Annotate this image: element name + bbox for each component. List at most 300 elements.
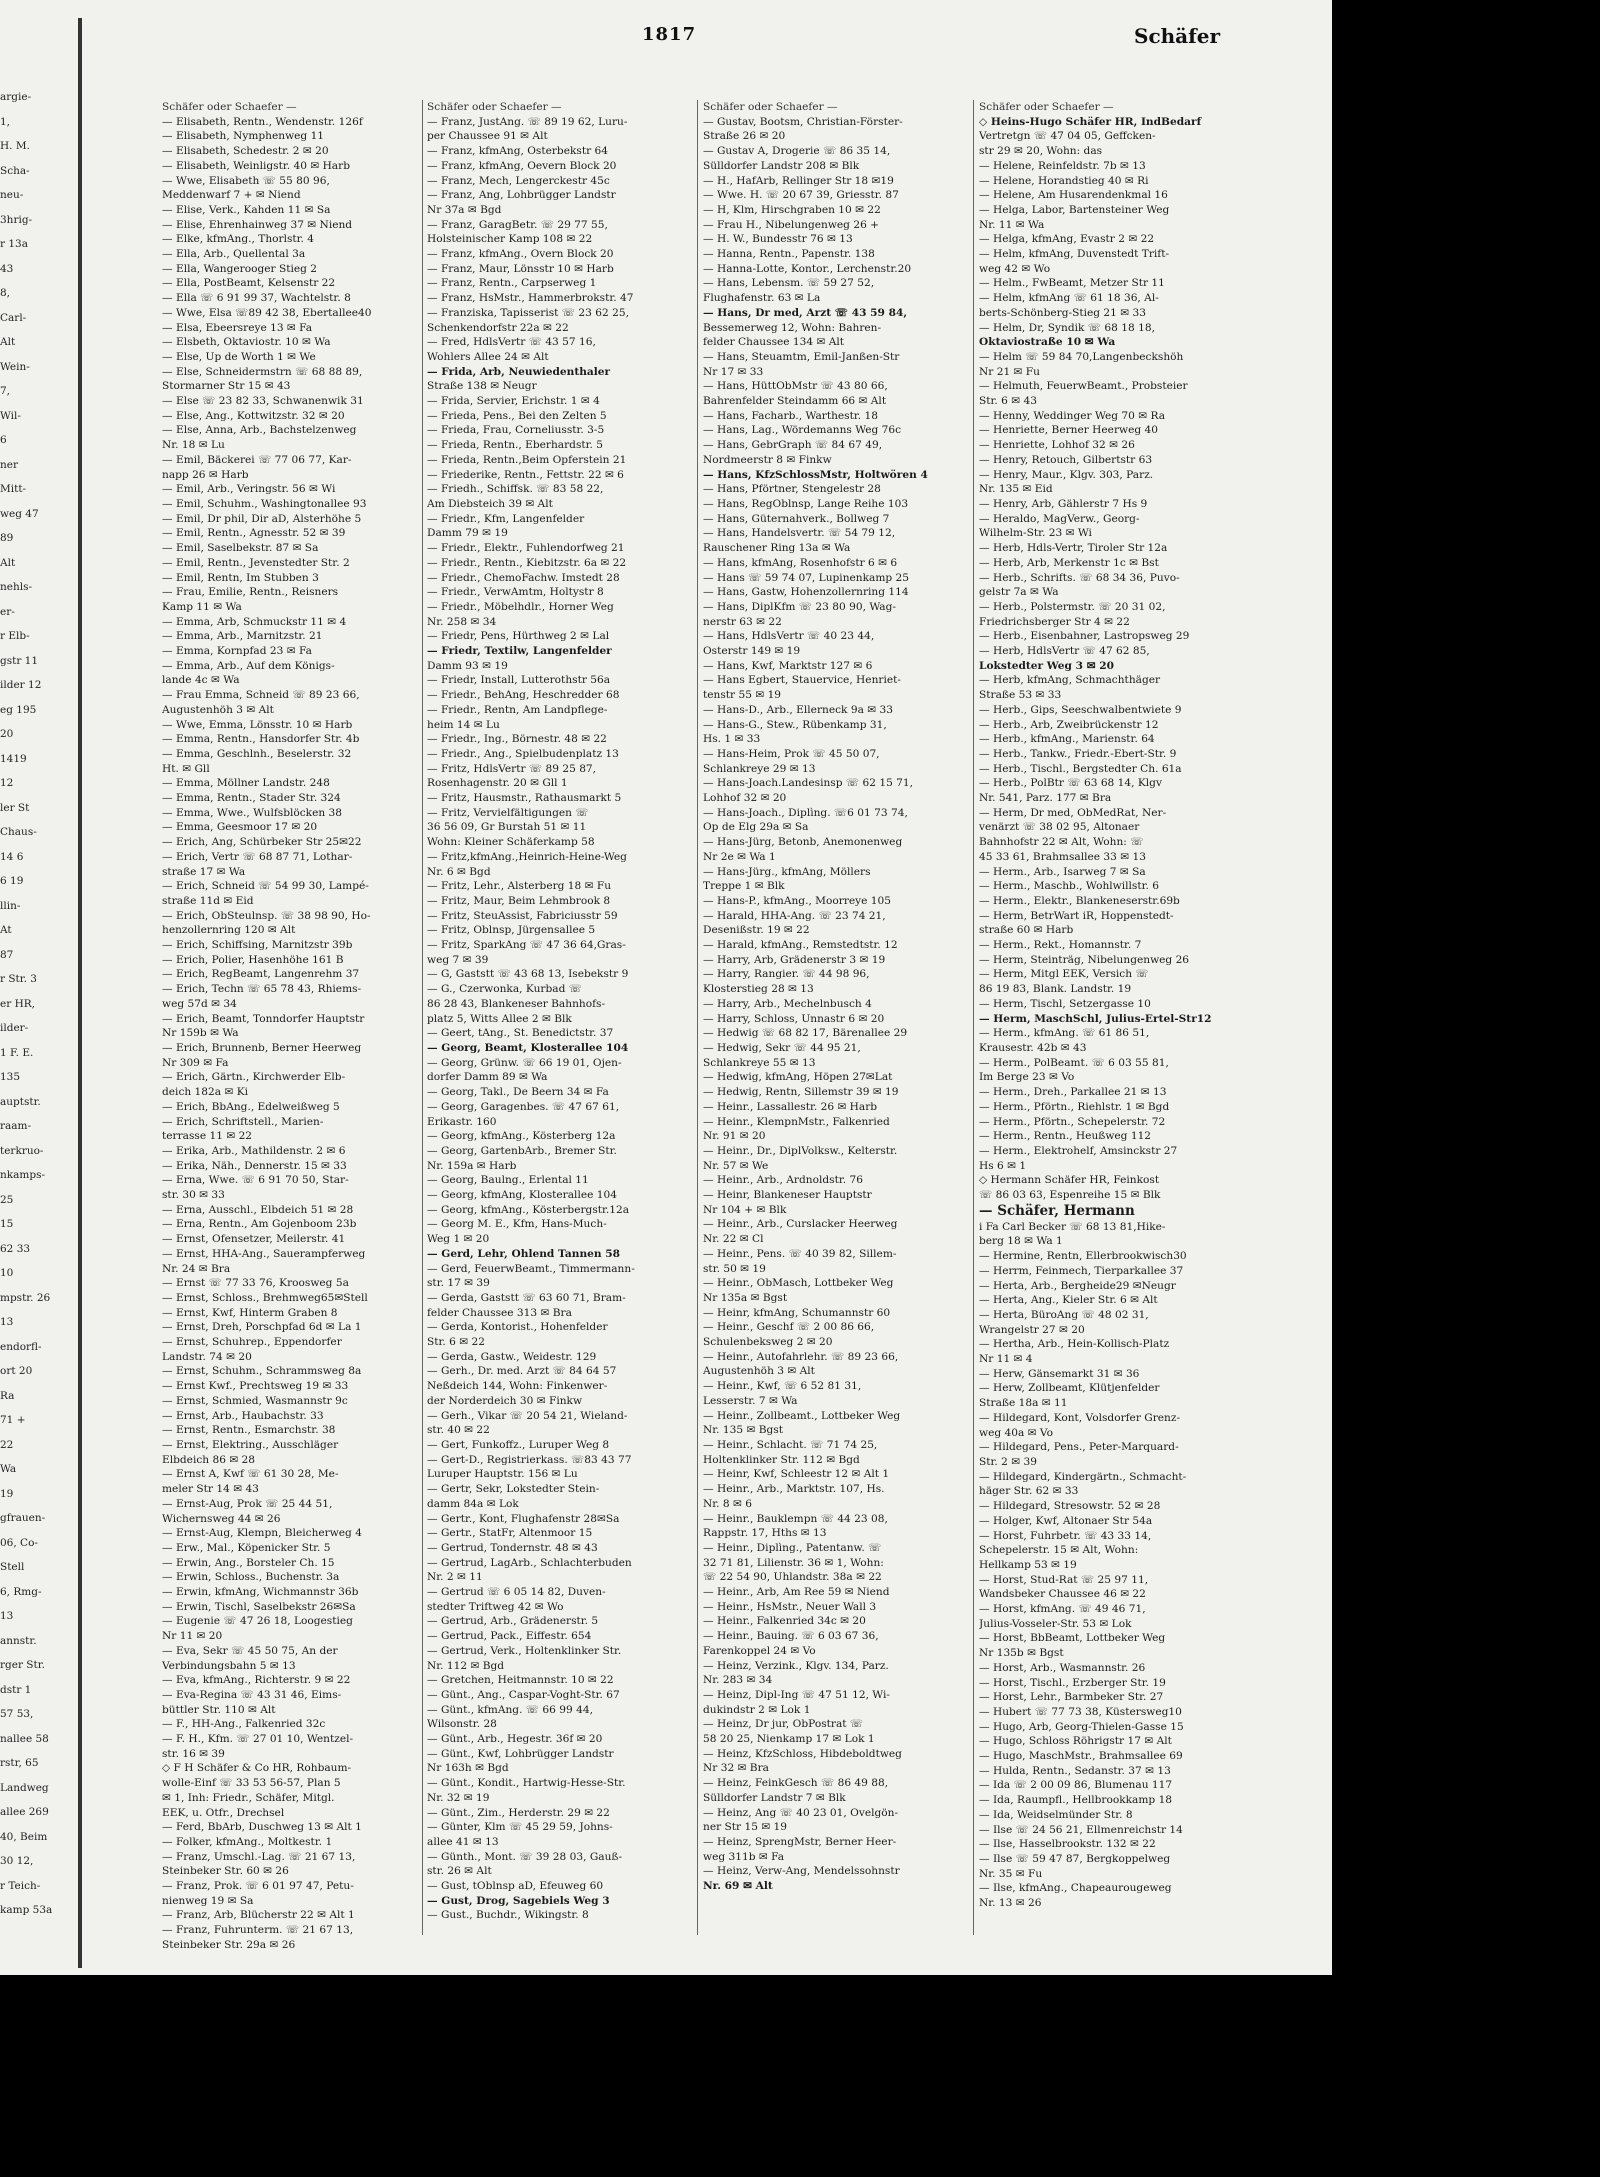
directory-entry-line: — Erna, Ausschl., Elbdeich 51 ✉ 28 xyxy=(162,1203,354,1216)
directory-entry-line: — Gertrud, LagArb., Schlachterbuden xyxy=(427,1556,632,1569)
edge-text-fragment: 19 xyxy=(0,1487,14,1500)
directory-entry-line: — Hans, Lebensm. ☏ 59 27 52, xyxy=(703,277,875,290)
directory-entry-line: Stormarner Str 15 ✉ 43 xyxy=(162,380,291,393)
directory-entry-line: — Hans, Handelsvertr. ☏ 54 79 12, xyxy=(703,527,896,540)
directory-entry-line: — Ernst, Arb., Haubachstr. 33 xyxy=(162,1409,324,1422)
directory-entry-line: — Franz, Arb, Blücherstr 22 ✉ Alt 1 xyxy=(162,1909,355,1922)
directory-entry-line: — Herb., Schrifts. ☏ 68 34 36, Puvo- xyxy=(979,571,1180,584)
directory-entry-line: felder Chaussee 134 ✉ Alt xyxy=(703,336,845,349)
directory-entry-line: — Hanna, Rentn., Papenstr. 138 xyxy=(703,248,875,261)
directory-entry-line: Julius-Vosseler-Str. 53 ✉ Lok xyxy=(979,1617,1132,1630)
directory-entry-line: ner Str 15 ✉ 19 xyxy=(703,1821,788,1834)
edge-text-fragment: 15 xyxy=(0,1218,14,1230)
edge-text-fragment: 1, xyxy=(0,115,11,128)
edge-text-fragment: Landweg xyxy=(0,1781,49,1794)
edge-text-fragment: Wil- xyxy=(0,409,21,422)
directory-entry-line: — Erich, Techn ☏ 65 78 43, Rhiems- xyxy=(162,983,362,996)
directory-entry-line: — Hedwig, kfmAng, Höpen 27✉Lat xyxy=(703,1071,893,1084)
directory-entry-line: — Emma, Rentn., Stader Str. 324 xyxy=(162,792,341,805)
directory-entry-line: — Herw, Gänsemarkt 31 ✉ 36 xyxy=(979,1367,1140,1380)
directory-entry-line: — Hans Egbert, Stauervice, Henriet- xyxy=(703,674,901,687)
directory-entry-line: — Herm., Rekt., Homannstr. 7 xyxy=(979,939,1142,952)
directory-entry-line: — Heinr., Pens. ☏ 40 39 82, Sillem- xyxy=(703,1247,897,1260)
directory-entry-line: — Heinr., Arb., Ardnoldstr. 76 xyxy=(703,1174,863,1187)
directory-entry-line: — Emil, Rentn., Jevenstedter Str. 2 xyxy=(162,556,350,569)
directory-entry-line: — Gretchen, Heitmannstr. 10 ✉ 22 xyxy=(427,1674,614,1687)
directory-entry-line: — Hulda, Rentn., Sedanstr. 37 ✉ 13 xyxy=(979,1764,1171,1777)
directory-entry-line: — Erich, Schiffsing, Marnitzstr 39b xyxy=(162,939,353,952)
directory-entry-line: Schenkendorfstr 22a ✉ 22 xyxy=(427,321,569,334)
directory-entry-line: — Helga, kfmAng, Evastr 2 ✉ 22 xyxy=(979,233,1155,246)
edge-text-fragment: r Str. 3 xyxy=(0,973,37,985)
directory-entry-line: meler Str 14 ✉ 43 xyxy=(162,1483,259,1496)
directory-entry-line: Schlankreye 55 ✉ 13 xyxy=(703,1056,816,1069)
directory-entry-line: Nr. 135 ✉ Bgst xyxy=(703,1424,783,1437)
edge-text-fragment: auptstr. xyxy=(0,1095,41,1108)
directory-entry-line: Nr. 32 ✉ 19 xyxy=(427,1791,490,1804)
edge-text-fragment: mpstr. 26 xyxy=(0,1291,51,1304)
edge-text-fragment: 06, Co- xyxy=(0,1536,38,1549)
directory-entry-line: — Georg, kfmAng., Kösterbergstr.12a xyxy=(427,1203,630,1216)
directory-entry-line: — Günt., Kwf, Lohbrügger Landstr xyxy=(427,1747,614,1760)
directory-entry-line: — Horst, Lehr., Barmbeker Str. 27 xyxy=(979,1691,1164,1704)
directory-entry-line: Krausestr. 42b ✉ 43 xyxy=(979,1042,1087,1054)
directory-entry-line: Str. 2 ✉ 39 xyxy=(979,1455,1037,1468)
edge-text-fragment: llin- xyxy=(0,899,21,912)
directory-entry-line: — Herm., Pförtn., Schepelerstr. 72 xyxy=(979,1115,1166,1128)
directory-entry-line: — Emma, Rentn., Hansdorfer Str. 4b xyxy=(162,733,360,746)
directory-entry-line: nerstr 63 ✉ 22 xyxy=(703,615,782,628)
directory-entry-line: — Friedr, Textilw, Langenfelder xyxy=(427,645,612,658)
directory-entry-line: — Günt., Kondit., Hartwig-Hesse-Str. xyxy=(427,1777,626,1790)
directory-entry-line: — Fritz, Vervielfältigungen ☏ xyxy=(427,806,589,819)
directory-entry-line: — Heinr, Blankeneser Hauptstr xyxy=(703,1189,872,1202)
edge-text-fragment: 13 xyxy=(0,1610,14,1622)
directory-entry-line: — Fritz, Lehr., Alsterberg 18 ✉ Fu xyxy=(427,880,612,893)
directory-entry-line: — Harry, Rangier. ☏ 44 98 96, xyxy=(703,968,870,981)
directory-entry-line: — Gert, Funkoffz., Luruper Weg 8 xyxy=(427,1438,610,1451)
directory-entry-line: — Herm., Elektr., Blankeneserstr.69b xyxy=(979,894,1180,907)
directory-entry-line: Straße 138 ✉ Neugr xyxy=(427,380,537,393)
directory-entry-line: — Franz, Mech, Lengerckestr 45c xyxy=(427,174,610,187)
page-number: 1817 xyxy=(642,24,697,45)
edge-text-fragment: 8, xyxy=(0,287,11,299)
directory-entry-line: weg 40a ✉ Vo xyxy=(979,1426,1053,1439)
directory-entry-line: — Ernst Kwf., Prechtsweg 19 ✉ 33 xyxy=(162,1380,349,1393)
directory-entry-line: — Friedr., Rentn., Kiebitzstr. 6a ✉ 22 xyxy=(427,556,627,569)
directory-entry-line: 86 28 43, Blankeneser Bahnhofs- xyxy=(427,997,606,1010)
directory-entry-line: — Heraldo, MagVerw., Georg- xyxy=(979,512,1140,525)
directory-entry-line: — Hans, kfmAng, Rosenhofstr 6 ✉ 6 xyxy=(703,556,898,569)
directory-entry-line: Nr 135a ✉ Bgst xyxy=(703,1291,788,1304)
directory-entry-line: — Heinz, SprengMstr, Berner Heer- xyxy=(703,1835,897,1848)
directory-entry-line: — Herta, BüroAng ☏ 48 02 31, xyxy=(979,1308,1149,1321)
directory-entry-line: — Herta, Ang., Kieler Str. 6 ✉ Alt xyxy=(979,1294,1158,1307)
directory-entry-line: — Geert, tAng., St. Benedictstr. 37 xyxy=(427,1027,614,1040)
edge-text-fragment: 87 xyxy=(0,948,14,961)
column-rule xyxy=(697,100,698,1935)
directory-entry-line: — Hans-Joach., Diplìng. ☏6 01 73 74, xyxy=(703,806,908,819)
directory-entry-line: — Hans-Jürg, Betonb, Anemonenweg xyxy=(703,836,903,849)
directory-entry-line: — Erich, Schriftstell., Marien- xyxy=(162,1115,324,1128)
directory-entry-line: — Günth., Mont. ☏ 39 28 03, Gauß- xyxy=(427,1850,623,1863)
directory-entry-line: — Else, Schneidermstrn ☏ 68 88 89, xyxy=(162,365,363,378)
directory-entry-line: Nr. 91 ✉ 20 xyxy=(703,1130,766,1143)
directory-entry-line: — Herm., Pförtn., Riehlstr. 1 ✉ Bgd xyxy=(979,1100,1170,1113)
adjacent-page-edge xyxy=(0,90,74,1970)
edge-text-fragment: ilder- xyxy=(0,1022,29,1034)
directory-entry-line: napp 26 ✉ Harb xyxy=(162,468,249,481)
directory-entry-line: str. 40 ✉ 22 xyxy=(427,1424,490,1437)
directory-entry-line: Erikastr. 160 xyxy=(427,1115,497,1128)
directory-entry-line: — Harry, Schloss, Unnastr 6 ✉ 20 xyxy=(703,1012,885,1025)
edge-text-fragment: 20 xyxy=(0,728,14,740)
directory-entry-line: straße 11d ✉ Eid xyxy=(162,894,254,907)
edge-text-fragment: rger Str. xyxy=(0,1659,45,1671)
directory-entry-line: — Henriette, Lohhof 32 ✉ 26 xyxy=(979,439,1135,452)
directory-entry-line: — Franz, Fuhrunterm. ☏ 21 67 13, xyxy=(162,1924,354,1937)
directory-entry-line: EEK, u. Otfr., Drechsel xyxy=(162,1806,285,1819)
edge-text-fragment: r 13a xyxy=(0,238,28,250)
directory-entry-line: — Ernst, HHA-Ang., Sauerampferweg xyxy=(162,1247,366,1260)
directory-entry-line: — Emma, Arb., Marnitzstr. 21 xyxy=(162,630,323,643)
directory-entry-line: — Ernst-Aug, Klempn, Bleicherweg 4 xyxy=(162,1527,362,1540)
edge-text-fragment: Stell xyxy=(0,1561,25,1573)
directory-entry-line: — Herm., Arb., Isarweg 7 ✉ Sa xyxy=(979,865,1146,878)
directory-entry-line: — Ida, Weidselmünder Str. 8 xyxy=(979,1808,1133,1821)
directory-entry-line: — Friedr, Pens, Hürthweg 2 ✉ Lal xyxy=(427,630,610,643)
directory-entry-line: — H., HafArb, Rellinger Str 18 ✉19 xyxy=(703,174,894,187)
directory-entry-line: — Helene, Horandstieg 40 ✉ Ri xyxy=(979,174,1149,187)
directory-entry-line: — Gertrud, Pack., Eiffestr. 654 xyxy=(427,1630,592,1643)
directory-entry-line: — Herb, Arb, Merkenstr 1c ✉ Bst xyxy=(979,556,1159,569)
edge-text-fragment: 10 xyxy=(0,1267,14,1279)
edge-text-fragment: eg 195 xyxy=(0,703,37,716)
directory-entry-line: — Franz, kfmAng, Oevern Block 20 xyxy=(427,159,617,172)
directory-entry-line: — Ella, PostBeamt, Kelsenstr 22 xyxy=(162,277,336,290)
directory-entry-line: Rosenhagenstr. 20 ✉ Gll 1 xyxy=(427,777,568,790)
directory-entry-line: — Frieda, Rentn.,Beim Opferstein 21 xyxy=(427,453,627,466)
directory-entry-line: — Harald, HHA-Ang. ☏ 23 74 21, xyxy=(703,909,886,922)
edge-text-fragment: 12 xyxy=(0,777,14,789)
edge-text-fragment: 40, Beim xyxy=(0,1830,48,1843)
directory-entry-line: — Heinr., Bauing. ☏ 6 03 67 36, xyxy=(703,1630,879,1643)
directory-entry-line: — Fritz, Hausmstr., Rathausmarkt 5 xyxy=(427,792,622,805)
directory-entry-line: — Gertr., StatFr, Altenmoor 15 xyxy=(427,1527,593,1540)
edge-text-fragment: rstr, 65 xyxy=(0,1757,39,1769)
directory-entry-line: berts-Schönberg-Stieg 21 ✉ 33 xyxy=(979,306,1146,319)
directory-entry-line: dukindstr 2 ✉ Lok 1 xyxy=(703,1703,811,1716)
directory-entry-line: — Heinr., Bauklempn ☏ 44 23 08, xyxy=(703,1512,888,1525)
directory-entry-line: — Herb., Arb, Zweibrückenstr 12 xyxy=(979,718,1159,731)
directory-entry-line: — Herm, BetrWart iR, Hoppenstedt- xyxy=(979,909,1174,922)
directory-entry-line: Sülldorfer Landstr 208 ✉ Blk xyxy=(703,159,860,172)
edge-text-fragment: 30 12, xyxy=(0,1855,34,1867)
directory-entry-line: — Helm, kfmAng, Duvenstedt Trift- xyxy=(979,248,1170,261)
edge-text-fragment: 89 xyxy=(0,532,14,544)
directory-entry-line: Nr. 258 ✉ 34 xyxy=(427,615,497,628)
directory-entry-line: — Ida ☏ 2 00 09 86, Blumenau 117 xyxy=(979,1779,1173,1792)
directory-entry-line: Nr. 8 ✉ 6 xyxy=(703,1497,752,1510)
directory-entry-line: ☏ 86 03 63, Espenreihe 15 ✉ Blk xyxy=(979,1189,1161,1202)
edge-text-fragment: 25 xyxy=(0,1193,14,1206)
directory-entry-line: — Else ☏ 23 82 33, Schwanenwik 31 xyxy=(162,395,364,408)
directory-entry-line: Nr 37a ✉ Bgd xyxy=(427,203,502,216)
directory-entry-line: — Heinr., KlempnMstr., Falkenried xyxy=(703,1115,890,1128)
directory-entry-line: Nr. 13 ✉ 26 xyxy=(979,1897,1042,1910)
edge-text-fragment: neu- xyxy=(0,189,24,201)
directory-entry-line: — Emil, Schuhm., Washingtonallee 93 xyxy=(162,497,367,510)
directory-entry-line: — Franz, Maur, Lönsstr 10 ✉ Harb xyxy=(427,262,614,275)
directory-entry-line: — Franziska, Tapisserist ☏ 23 62 25, xyxy=(427,306,629,319)
directory-entry-line: Steinbeker Str. 29a ✉ 26 xyxy=(162,1938,296,1951)
directory-entry-line: — Herm., Maschb., Wohlwillstr. 6 xyxy=(979,880,1159,893)
directory-entry-line: — Erw., Mal., Köpenicker Str. 5 xyxy=(162,1541,331,1554)
directory-entry-line: — Emma, Arb., Auf dem Königs- xyxy=(162,659,335,672)
edge-text-fragment: 14 6 xyxy=(0,850,24,863)
directory-entry-line: — Hans, HüttObMstr ☏ 43 80 66, xyxy=(703,380,888,393)
directory-entry-line: Str. 6 ✉ 22 xyxy=(427,1336,485,1349)
directory-entry-line: — Georg, kfmAng, Klosterallee 104 xyxy=(427,1189,617,1202)
column-header: Schäfer oder Schaefer — xyxy=(703,101,838,113)
edge-text-fragment: gfrauen- xyxy=(0,1512,46,1524)
directory-entry-line: — Horst, Tischl., Erzberger Str. 19 xyxy=(979,1676,1166,1689)
directory-entry-line: — Harald, kfmAng., Remstedtstr. 12 xyxy=(703,939,898,952)
directory-entry-line: — Gustav A, Drogerie ☏ 86 35 14, xyxy=(703,145,891,158)
directory-entry-line: — Heinr, kfmAng, Schumannstr 60 xyxy=(703,1306,891,1319)
directory-entry-line: — Herm., Dreh., Parkallee 21 ✉ 13 xyxy=(979,1086,1167,1099)
edge-text-fragment: nkamps- xyxy=(0,1169,45,1181)
directory-entry-line: Neßdeich 144, Wohn: Finkenwer- xyxy=(427,1380,608,1393)
directory-entry-line: — Frau H., Nibelungenweg 26 + xyxy=(703,218,880,231)
directory-entry-line: — Heinr., Arb, Am Ree 59 ✉ Niend xyxy=(703,1586,890,1599)
directory-entry-line: — Heinz, Dr jur, ObPostrat ☏ xyxy=(703,1718,864,1731)
directory-entry-line: — Wwe. H. ☏ 20 67 39, Griesstr. 87 xyxy=(703,189,899,202)
directory-entry-line: Straße 26 ✉ 20 xyxy=(703,130,786,143)
directory-entry-line: 36 56 09, Gr Burstah 51 ✉ 11 xyxy=(427,821,587,834)
edge-text-fragment: ort 20 xyxy=(0,1365,33,1377)
directory-entry-line: weg 42 ✉ Wo xyxy=(979,262,1051,275)
directory-entry-line: — Gertrud ☏ 6 05 14 82, Duven- xyxy=(427,1586,606,1599)
edge-text-fragment: gstr 11 xyxy=(0,654,39,667)
directory-entry-line: Augustenhöh 3 ✉ Alt xyxy=(703,1365,815,1378)
directory-entry-line: 58 20 25, Nienkamp 17 ✉ Lok 1 xyxy=(703,1733,875,1746)
directory-entry-line: — Horst, Arb., Wasmannstr. 26 xyxy=(979,1661,1146,1674)
directory-entry-line: Nr 17 ✉ 33 xyxy=(703,365,764,378)
directory-entry-line: Schlankreye 29 ✉ 13 xyxy=(703,762,816,775)
directory-entry-line: — Hans, RegOblnsp, Lange Reihe 103 xyxy=(703,497,909,510)
directory-entry-line: — Emma, Geschlnh., Beselerstr. 32 xyxy=(162,747,352,760)
directory-entry-line: — Helm, kfmAng ☏ 61 18 36, Al- xyxy=(979,292,1159,305)
directory-entry-line: — F. H., Kfm. ☏ 27 01 10, Wentzel- xyxy=(162,1733,354,1746)
directory-entry-line: Str. 6 ✉ 43 xyxy=(979,395,1037,408)
directory-entry-line: Holsteinischer Kamp 108 ✉ 22 xyxy=(427,233,593,246)
directory-entry-line: — Hans, Gastw, Hohenzollernring 114 xyxy=(703,586,909,599)
edge-text-fragment: nallee 58 xyxy=(0,1732,49,1745)
edge-text-fragment: 6 19 xyxy=(0,875,24,887)
directory-entry-line: Desenißstr. 19 ✉ 22 xyxy=(703,924,810,937)
directory-entry-line: Wohlers Allee 24 ✉ Alt xyxy=(427,350,549,363)
directory-entry-line: — Hans-G., Stew., Rübenkamp 31, xyxy=(703,718,887,731)
directory-entry-line: — Friedr., BehAng, Heschredder 68 xyxy=(427,689,620,702)
directory-entry-line: — Ernst, Dreh, Porschpfad 6d ✉ La 1 xyxy=(162,1321,362,1334)
directory-entry-line: — Gustav, Bootsm, Christian-Förster- xyxy=(703,115,903,128)
edge-text-fragment: At xyxy=(0,924,12,936)
directory-entry-line: Osterstr 149 ✉ 19 xyxy=(703,645,801,658)
directory-entry-line: Wilsonstr. 28 xyxy=(427,1718,497,1731)
directory-entry-line: henzollernring 120 ✉ Alt xyxy=(162,924,296,937)
directory-entry-line: Flughafenstr. 63 ✉ La xyxy=(703,292,821,305)
directory-entry-line: — Frieda, Pens., Bei den Zelten 5 xyxy=(427,409,607,422)
edge-text-fragment: dstr 1 xyxy=(0,1683,32,1696)
directory-entry-line: Nr. 57 ✉ We xyxy=(703,1159,769,1172)
directory-entry-line: — Emma, Arb, Schmuckstr 11 ✉ 4 xyxy=(162,615,347,628)
edge-text-fragment: 1419 xyxy=(0,752,27,765)
directory-entry-line: — G, Gaststt ☏ 43 68 13, Isebekstr 9 xyxy=(427,968,629,981)
directory-entry-line: — Herm, Mitgl EEK, Versich ☏ xyxy=(979,968,1149,981)
directory-entry-line: tenstr 55 ✉ 19 xyxy=(703,689,782,702)
directory-entry-line: straße 60 ✉ Harb xyxy=(979,924,1074,937)
column-header: Schäfer oder Schaefer — xyxy=(162,101,297,113)
directory-entry-line: — Elisabeth, Nymphenweg 11 xyxy=(162,130,325,143)
directory-entry-line: Nr. 18 ✉ Lu xyxy=(162,439,225,452)
edge-text-fragment: Alt xyxy=(0,336,16,348)
directory-entry-line: — Eva, kfmAng., Richterstr. 9 ✉ 22 xyxy=(162,1674,351,1687)
directory-entry-line: Friedrichsberger Str 4 ✉ 22 xyxy=(979,615,1130,628)
edge-text-fragment: terkruo- xyxy=(0,1144,44,1157)
directory-entry-line: — Heinr, Kwf, Schleestr 12 ✉ Alt 1 xyxy=(703,1468,890,1481)
directory-entry-line: — Heinz, Dipl-Ing ☏ 47 51 12, Wi- xyxy=(703,1688,890,1701)
directory-entry-line: — Gust, Drog, Sagebiels Weg 3 xyxy=(427,1894,610,1907)
directory-entry-line: — Herb., kfmAng., Marienstr. 64 xyxy=(979,733,1155,746)
directory-entry-line: — Heinr., Schlacht. ☏ 71 74 25, xyxy=(703,1438,878,1451)
directory-entry-line: Schulenbeksweg 2 ✉ 20 xyxy=(703,1336,833,1349)
directory-entry-line: Nr. 135 ✉ Eid xyxy=(979,483,1053,496)
directory-entry-line: — Hans, DiplKfm ☏ 23 80 90, Wag- xyxy=(703,600,896,613)
directory-entry-line: — Heinz, Verzink., Klgv. 134, Parz. xyxy=(703,1659,889,1672)
edge-text-fragment: nehls- xyxy=(0,581,33,593)
edge-text-fragment: ler St xyxy=(0,801,30,814)
directory-entry-line: — Herm., kfmAng. ☏ 61 86 51, xyxy=(979,1027,1150,1040)
directory-entry-line: — Herb., Eisenbahner, Lastropsweg 29 xyxy=(979,630,1190,643)
directory-entry-line: Straße 53 ✉ 33 xyxy=(979,689,1062,702)
edge-text-fragment: ilder 12 xyxy=(0,679,42,691)
directory-entry-line: Im Berge 23 ✉ Vo xyxy=(979,1071,1075,1084)
directory-entry-line: weg 311b ✉ Fa xyxy=(703,1850,785,1863)
directory-entry-line: terrasse 11 ✉ 22 xyxy=(162,1130,253,1143)
directory-entry-line: — Erich, BbAng., Edelweißweg 5 xyxy=(162,1100,340,1113)
directory-entry-line: — Gertrud, Tondernstr. 48 ✉ 43 xyxy=(427,1541,598,1554)
directory-entry-line: — Ernst ☏ 77 33 76, Kroosweg 5a xyxy=(162,1277,349,1290)
directory-entry-line: ✉ 1, Inh: Friedr., Schäfer, Mitgl. xyxy=(162,1791,335,1804)
directory-entry-line: gelstr 7a ✉ Wa xyxy=(979,586,1059,599)
directory-entry-line: — Henry, Retouch, Gilbertstr 63 xyxy=(979,453,1153,466)
edge-text-fragment: Alt xyxy=(0,556,16,569)
directory-entry-line: Rauschener Ring 13a ✉ Wa xyxy=(703,542,851,555)
directory-entry-line: — Erwin, Schloss., Buchenstr. 3a xyxy=(162,1571,340,1584)
directory-entry-line: — Fritz, SteuAssist, Fabriciusstr 59 xyxy=(427,909,618,922)
directory-entry-line: Nr 21 ✉ Fu xyxy=(979,365,1040,378)
directory-entry-line: — Heinz, FeinkGesch ☏ 86 49 88, xyxy=(703,1777,889,1790)
column-rule xyxy=(973,100,974,1935)
directory-entry-line: — Eva-Regina ☏ 43 31 46, Eims- xyxy=(162,1688,342,1701)
directory-entry-line: — Elsa, Ebeersreye 13 ✉ Fa xyxy=(162,321,313,334)
directory-entry-line: — Fritz, SparkAng ☏ 47 36 64,Gras- xyxy=(427,939,626,952)
edge-text-fragment: annstr. xyxy=(0,1634,37,1647)
directory-entry-line: str. 17 ✉ 39 xyxy=(427,1277,490,1290)
column-header: Schäfer oder Schaefer — xyxy=(427,101,562,113)
edge-text-fragment: endorfl- xyxy=(0,1340,42,1353)
directory-entry-line: — Frieda, Frau, Corneliusstr. 3-5 xyxy=(427,424,605,437)
directory-entry-line: — Gerh., Vikar ☏ 20 54 21, Wieland- xyxy=(427,1409,628,1422)
edge-text-fragment: Chaus- xyxy=(0,826,37,838)
directory-entry-line: — Harry, Arb., Mechelnbusch 4 xyxy=(703,997,872,1010)
directory-entry-line: Hs. 1 ✉ 33 xyxy=(703,733,761,746)
directory-entry-line: Treppe 1 ✉ Blk xyxy=(703,880,785,893)
directory-entry-line: — Gertrud, Verk., Holtenklinker Str. xyxy=(427,1644,622,1657)
directory-entry-line: — Friedr., Kfm, Langenfelder xyxy=(427,512,585,525)
directory-entry-line: — Georg, Beamt, Klosterallee 104 xyxy=(427,1042,629,1054)
directory-entry-line: — Erich, Vertr ☏ 68 87 71, Lothar- xyxy=(162,850,353,863)
directory-entry-line: — Hans, Pförtner, Stengelestr 28 xyxy=(703,483,881,496)
directory-entry-line: — Hedwig ☏ 68 82 17, Bärenallee 29 xyxy=(703,1027,908,1040)
directory-entry-line: — Franz, Umschl.-Lag. ☏ 21 67 13, xyxy=(162,1850,356,1863)
directory-entry-line: — Franz, HsMstr., Hammerbrokstr. 47 xyxy=(427,292,634,305)
directory-entry-line: — Emil, Saselbekstr. 87 ✉ Sa xyxy=(162,542,319,555)
directory-entry-line: str 29 ✉ 20, Wohn: das xyxy=(979,145,1103,158)
edge-text-fragment: 7, xyxy=(0,385,11,397)
directory-entry-line: — Frau, Emilie, Rentn., Reisners xyxy=(162,586,339,599)
directory-entry-line: — Erwin, kfmAng, Wichmannstr 36b xyxy=(162,1586,359,1599)
edge-text-fragment: 13 xyxy=(0,1316,14,1328)
directory-entry-line: Nr 159b ✉ Wa xyxy=(162,1027,239,1040)
directory-entry-line: — Franz, Rentn., Carpserweg 1 xyxy=(427,277,597,290)
directory-entry-line: — Helga, Labor, Bartensteiner Weg xyxy=(979,203,1170,216)
directory-entry-line: Wandsbeker Chaussee 46 ✉ 22 xyxy=(979,1588,1146,1601)
edge-text-fragment: 3hrig- xyxy=(0,213,33,226)
directory-entry-line: — Heinz, KfzSchloss, Hibdeboldtweg xyxy=(703,1747,902,1760)
directory-entry-line: — Heinr., Falkenried 34c ✉ 20 xyxy=(703,1615,866,1628)
directory-entry-line: 32 71 81, Lilienstr. 36 ✉ 1, Wohn: xyxy=(703,1556,884,1569)
directory-entry-line: Nr. 6 ✉ Bgd xyxy=(427,865,491,878)
edge-text-fragment: H. M. xyxy=(0,140,30,152)
directory-entry-line: Nr 32 ✉ Bra xyxy=(703,1762,769,1775)
directory-entry-line: — Friedr., Ang., Spielbudenplatz 13 xyxy=(427,747,619,760)
directory-entry-line: — Helene, Reinfeldstr. 7b ✉ 13 xyxy=(979,159,1146,172)
directory-entry-line: — Frida, Arb, Neuwiedenthaler xyxy=(427,365,611,378)
edge-text-fragment: Scha- xyxy=(0,164,30,177)
directory-entry-line: — Schäfer, Hermann xyxy=(979,1202,1135,1219)
directory-entry-line: — Hans ☏ 59 74 07, Lupinenkamp 25 xyxy=(703,571,910,584)
directory-entry-line: — Herb., PolBtr ☏ 63 68 14, Klgv xyxy=(979,777,1162,790)
directory-entry-line: — Heinr., Zollbeamt., Lottbeker Weg xyxy=(703,1409,901,1422)
directory-entry-line: Bahrenfelder Steindamm 66 ✉ Alt xyxy=(703,395,887,408)
directory-entry-line: Lohhof 32 ✉ 20 xyxy=(703,792,787,805)
directory-entry-line: — Emil, Arb., Veringstr. 56 ✉ Wi xyxy=(162,483,336,496)
directory-entry-line: wolle-Einf ☏ 33 53 56-57, Plan 5 xyxy=(162,1777,341,1790)
edge-text-fragment: 43 xyxy=(0,262,14,275)
directory-entry-line: Nr 11 ✉ 4 xyxy=(979,1353,1033,1366)
directory-entry-line: — Gust, tOblnsp aD, Efeuweg 60 xyxy=(427,1880,604,1893)
directory-entry-line: — Ella, Arb., Quellental 3a xyxy=(162,248,306,261)
directory-entry-line: — Georg, GartenbArb., Bremer Str. xyxy=(427,1144,617,1157)
directory-entry-line: — Franz, kfmAng., Overn Block 20 xyxy=(427,248,614,261)
directory-entry-line: — Henriette, Berner Heerweg 40 xyxy=(979,424,1158,437)
directory-entry-line: — Ernst, Schuhm., Schrammsweg 8a xyxy=(162,1365,362,1378)
directory-entry-line: Farenkoppel 24 ✉ Vo xyxy=(703,1644,816,1657)
directory-entry-line: Klosterstieg 28 ✉ 13 xyxy=(703,983,814,996)
directory-entry-line: — Elisabeth, Rentn., Wendenstr. 126f xyxy=(162,115,363,128)
